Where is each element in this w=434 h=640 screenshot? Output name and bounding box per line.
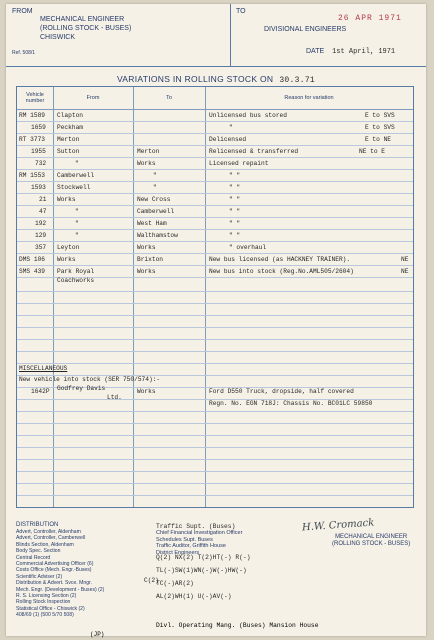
misc-vehicle: 1642P bbox=[31, 388, 50, 395]
cell-from-continued: Coachworks bbox=[57, 277, 95, 284]
misc-reason-line-1: Ford D550 Truck, dropside, half covered bbox=[209, 388, 354, 395]
cell-reason: Relicensed & transferred bbox=[209, 148, 299, 155]
cell-vehicle: SMS 439 bbox=[19, 268, 45, 275]
row-rule bbox=[17, 351, 413, 352]
cell-from: Clapton bbox=[57, 112, 83, 119]
distribution-item: Scientific Adviser (2) bbox=[16, 573, 63, 580]
col-header-to: To bbox=[166, 94, 172, 101]
cell-reason: " " bbox=[229, 208, 241, 215]
col-header-from: From bbox=[86, 94, 100, 101]
distribution-item: Mech. Engr. (Development - Buses) (2) bbox=[16, 586, 105, 593]
cell-vehicle: 192 bbox=[35, 220, 47, 227]
distribution-item: Statistical Office - Chiswick (2) bbox=[16, 605, 85, 612]
cell-reason: New bus into stock (Reg.No.AML505/2604) bbox=[209, 268, 354, 275]
cell-from: Park Royal bbox=[57, 268, 95, 275]
cell-vehicle: 21 bbox=[39, 196, 47, 203]
col-header-vehicle: Vehicle number bbox=[25, 91, 45, 104]
cell-vehicle: 1593 bbox=[31, 184, 46, 191]
cell-destination: E to NE bbox=[365, 136, 391, 143]
cell-vehicle: RM 1589 bbox=[19, 112, 45, 119]
cell-destination: NE to E bbox=[359, 148, 385, 155]
distribution-title: DISTRIBUTION bbox=[16, 522, 59, 528]
from-line-3: CHISWICK bbox=[40, 34, 75, 41]
cell-to: Works bbox=[137, 160, 156, 167]
depot-code-line: TC(-)AR(2) bbox=[156, 580, 194, 587]
title-text: VARIATIONS IN ROLLING STOCK ON bbox=[116, 74, 274, 84]
distribution-item: Chief Financial Investigation Officer bbox=[156, 530, 243, 537]
distribution-item: Blinds Section, Aldenham bbox=[16, 541, 74, 548]
distribution-item: Schedules Supt. Buses bbox=[156, 536, 213, 543]
title-date: 30.3.71 bbox=[279, 76, 316, 85]
distribution-item: R. S. Licensing Section (2) bbox=[16, 593, 77, 600]
distribution-typed-item: Traffic Supt. (Buses) bbox=[156, 523, 236, 530]
depot-code-extra: C(2) bbox=[144, 577, 159, 584]
header-divider bbox=[230, 4, 231, 66]
to-value: DIVISIONAL ENGINEERS bbox=[264, 26, 347, 33]
date-value: 1st April, 1971 bbox=[332, 48, 396, 56]
cell-vehicle: 47 bbox=[39, 208, 47, 215]
from-line-1: MECHANICAL ENGINEER bbox=[40, 16, 125, 23]
cell-reason: " " bbox=[229, 184, 241, 191]
distribution-item: Body Spec. Section bbox=[16, 548, 61, 555]
cell-to: Works bbox=[137, 244, 156, 251]
misc-heading: MISCELLANEOUS bbox=[19, 365, 68, 372]
cell-reason: " " bbox=[229, 220, 241, 227]
cell-vehicle: 1955 bbox=[31, 148, 46, 155]
row-rule bbox=[17, 459, 413, 460]
row-rule bbox=[17, 193, 413, 194]
page-title bbox=[6, 74, 426, 85]
row-rule bbox=[17, 447, 413, 448]
cell-reason: " overhaul bbox=[229, 244, 267, 251]
distribution-item: District Engineers bbox=[156, 549, 200, 556]
cell-to: Brixton bbox=[137, 256, 163, 263]
row-rule bbox=[17, 327, 413, 328]
depot-code-line: Q(2) NX(2) T(2)HT(-) R(-) bbox=[156, 554, 251, 561]
cell-to: New Cross bbox=[137, 196, 171, 203]
row-rule bbox=[17, 495, 413, 496]
distribution-item: 408/69 (1) (500 5/70 508) bbox=[16, 612, 74, 619]
cell-reason: " " bbox=[229, 172, 241, 179]
row-rule bbox=[17, 181, 413, 182]
row-rule bbox=[17, 253, 413, 254]
cell-reason: " " bbox=[229, 196, 241, 203]
cell-from: Peckham bbox=[57, 124, 83, 131]
cell-from: " bbox=[75, 208, 79, 215]
row-rule bbox=[17, 265, 413, 266]
cell-vehicle: 129 bbox=[35, 232, 47, 239]
handwritten-signature: H.W. Cromack bbox=[301, 517, 375, 534]
cell-from: Camberwell bbox=[57, 172, 95, 179]
distribution-item: Advert, Controller, Camberwell bbox=[16, 535, 86, 542]
header-rule bbox=[17, 109, 413, 110]
cell-reason: Licensed repaint bbox=[209, 160, 269, 167]
typist-initials: (JP) bbox=[90, 631, 105, 638]
cell-reason: Unlicensed bus stored bbox=[209, 112, 287, 119]
row-rule bbox=[17, 241, 413, 242]
cell-from: " bbox=[75, 160, 79, 167]
row-rule bbox=[17, 411, 413, 412]
memo-header bbox=[6, 4, 426, 67]
document-page bbox=[6, 4, 426, 636]
row-rule bbox=[17, 133, 413, 134]
variations-table bbox=[16, 86, 414, 508]
cell-reason: New bus licensed (as HACKNEY TRAINER). bbox=[209, 256, 351, 263]
cell-destination: NE bbox=[401, 268, 409, 275]
row-rule bbox=[17, 291, 413, 292]
distribution-item: Traffic Auditor, Griffith House bbox=[156, 543, 226, 550]
cell-vehicle: 732 bbox=[35, 160, 47, 167]
signer-title-line: MECHANICAL ENGINEER bbox=[335, 534, 408, 540]
row-rule bbox=[17, 229, 413, 230]
distribution-item: Rolling Stock Inspection bbox=[16, 599, 71, 606]
cell-reason: " " bbox=[229, 232, 241, 239]
cell-to: Merton bbox=[137, 148, 160, 155]
cell-destination: E to SVS bbox=[365, 112, 395, 119]
from-line-2: (ROLLING STOCK - BUSES) bbox=[40, 25, 132, 32]
cell-reason: " bbox=[229, 124, 233, 131]
row-rule bbox=[17, 205, 413, 206]
cell-from: " bbox=[75, 220, 79, 227]
col-rule bbox=[53, 87, 54, 507]
cell-from: Works bbox=[57, 256, 76, 263]
date-line bbox=[306, 48, 395, 56]
cell-from: Leyton bbox=[57, 244, 80, 251]
row-rule bbox=[17, 145, 413, 146]
cell-vehicle: RM 1553 bbox=[19, 172, 45, 179]
misc-from-continued: Ltd. bbox=[107, 394, 122, 401]
cell-from: " bbox=[75, 232, 79, 239]
misc-from: Godfrey Davis bbox=[57, 385, 106, 392]
signer-title bbox=[332, 534, 410, 548]
to-label: TO bbox=[236, 8, 246, 15]
row-rule bbox=[17, 315, 413, 316]
cell-from: Works bbox=[57, 196, 76, 203]
row-rule bbox=[17, 169, 413, 170]
cell-from: Merton bbox=[57, 136, 80, 143]
row-rule bbox=[17, 339, 413, 340]
depot-code-line: TL(-)SW(1)WN(-)W(-)HW(-) bbox=[156, 567, 247, 574]
cell-destination: E to SVS bbox=[365, 124, 395, 131]
distribution-list bbox=[16, 529, 104, 619]
cell-to: Walthamstow bbox=[137, 232, 178, 239]
distribution-item: Costs Office (Mech. Engr.-Buses) bbox=[16, 567, 92, 574]
distribution-item: Advert, Controller, Aldenham bbox=[16, 529, 81, 535]
cell-to: West Ham bbox=[137, 220, 167, 227]
col-rule bbox=[205, 87, 206, 507]
received-stamp: 26 APR 1971 bbox=[338, 14, 402, 23]
distribution-item: Commercial Advertising Officer (6) bbox=[16, 561, 94, 568]
cell-vehicle: 1659 bbox=[31, 124, 46, 131]
cell-vehicle: RT 3773 bbox=[19, 136, 45, 143]
row-rule bbox=[17, 363, 413, 364]
cell-from: Stockwell bbox=[57, 184, 91, 191]
cell-to: Camberwell bbox=[137, 208, 175, 215]
cell-vehicle: DMS 106 bbox=[19, 256, 45, 263]
misc-reason-line-2: Regn. No. EGN 718J: Chassis No. BC01LC 59850 bbox=[209, 400, 373, 407]
cell-reason: Delicensed bbox=[209, 136, 247, 143]
divisional-operating-manager-line: Divl. Operating Mang. (Buses) Mansion House bbox=[156, 622, 319, 629]
row-rule bbox=[17, 423, 413, 424]
distribution-item: Central Record bbox=[16, 554, 51, 561]
row-rule bbox=[17, 217, 413, 218]
row-rule bbox=[17, 303, 413, 304]
row-rule bbox=[17, 483, 413, 484]
date-label: DATE bbox=[306, 48, 325, 55]
cell-vehicle: 357 bbox=[35, 244, 47, 251]
row-rule bbox=[17, 471, 413, 472]
depot-codes bbox=[156, 551, 250, 603]
cell-to: Works bbox=[137, 268, 156, 275]
misc-to: Works bbox=[137, 388, 156, 395]
cell-to: " bbox=[153, 172, 157, 179]
col-header-reason: Reason for variation bbox=[284, 94, 334, 101]
distribution-item: Distribution & Advert. Svce. Mngr. bbox=[16, 580, 92, 587]
cell-destination: NE bbox=[401, 256, 409, 263]
row-rule bbox=[17, 121, 413, 122]
col-rule bbox=[133, 87, 134, 507]
misc-new-vehicle-line: New vehicle into stock (SER 750/574):- bbox=[19, 376, 161, 383]
cell-to: " bbox=[153, 184, 157, 191]
depot-code-line: AL(2)WH(1) U(-)AV(-) bbox=[156, 593, 232, 600]
row-rule bbox=[17, 435, 413, 436]
cell-from: Sutton bbox=[57, 148, 80, 155]
row-rule bbox=[17, 157, 413, 158]
signer-title-line: (ROLLING STOCK - BUSES) bbox=[332, 541, 411, 547]
reference: Ref. 508/1 bbox=[12, 50, 36, 56]
from-label: FROM bbox=[12, 8, 33, 15]
